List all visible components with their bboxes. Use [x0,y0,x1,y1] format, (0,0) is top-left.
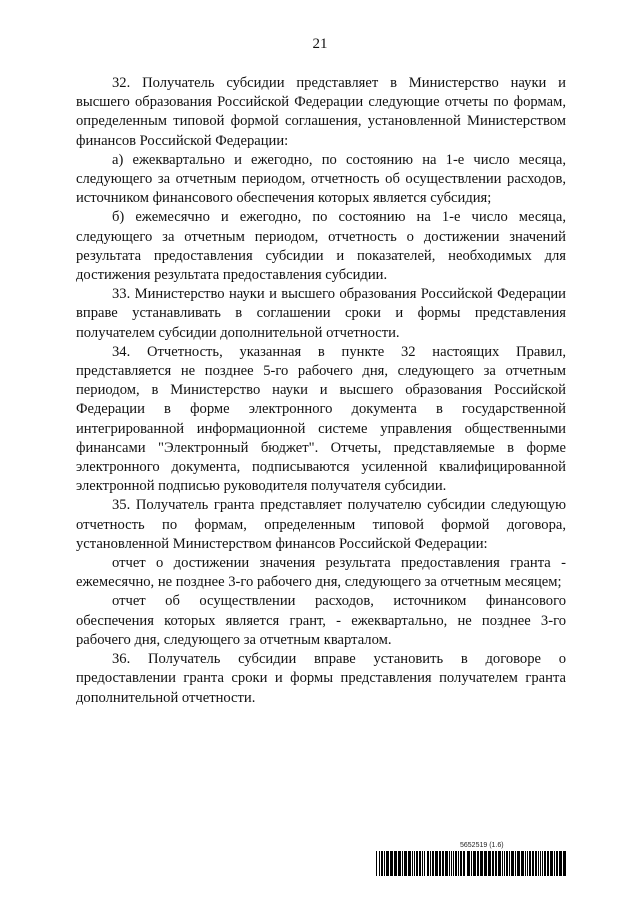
document-body [76,74,566,708]
paragraph-35-report-1: отчет о достижении значения результата предоставления гранта - ежемесячно, не позднее 3-го рабочего дня, следующего за отчетным месяцем; [76,555,566,591]
paragraph-35-report-2: отчет об осуществлении расходов, источником финансового обеспечения которых является грант, - ежеквартально, не позднее 3-го рабочего дня, следующего за отчетным кварталом. [76,593,566,648]
paragraph-32-a: а) ежеквартально и ежегодно, по состоянию на 1-е число месяца, следующего за отчетным периодом, отчетность об осуществлении расходов, источником финансового обеспечения которых является субсидия; [76,151,566,207]
paragraph-34: 34. Отчетность, указанная в пункте 32 настоящих Правил, представляется не позднее 5-го рабочего дня, следующего за отчетным периодом, в Министерство науки и высшего образования Российской Федерации в форме электронного документа в государственной интегрированной информационной системе управления общественными финансами "Электронный бюджет". Отчеты, представляемые в форме электронного документа, подписываются усиленной квалифицированной электронной подписью руководителя получателя субсидии. [76,343,566,495]
page-number: 21 [312,36,328,52]
paragraph-32-b: б) ежемесячно и ежегодно, по состоянию на 1-е число месяца, следующего за отчетным периодом, отчетность о достижении значений результата предоставления субсидии и показателей, необходимых для достижения результата предоставления субсидии. [76,209,566,284]
paragraph-36: 36. Получатель субсидии вправе установить в договоре о предоставлении гранта сроки и формы представления получателем гранта дополнительной отчетности. [76,651,566,706]
paragraph-33: 33. Министерство науки и высшего образования Российской Федерации вправе устанавливать в соглашении сроки и формы представления получателем субсидии дополнительной отчетности. [76,286,566,341]
paragraph-32: 32. Получатель субсидии представляет в Министерство науки и высшего образования Российской Федерации следующие отчеты по формам, определенным типовой формой соглашения, установленной Министерством финансов Российской Федерации: [76,75,566,149]
paragraph-35: 35. Получатель гранта представляет получателю субсидии следующую отчетность по формам, определенным типовой формой договора, установленной Министерством финансов Российской Федерации: [76,497,566,552]
document-code: 5652519 (1.6) [460,842,504,849]
barcode-icon [376,851,566,876]
